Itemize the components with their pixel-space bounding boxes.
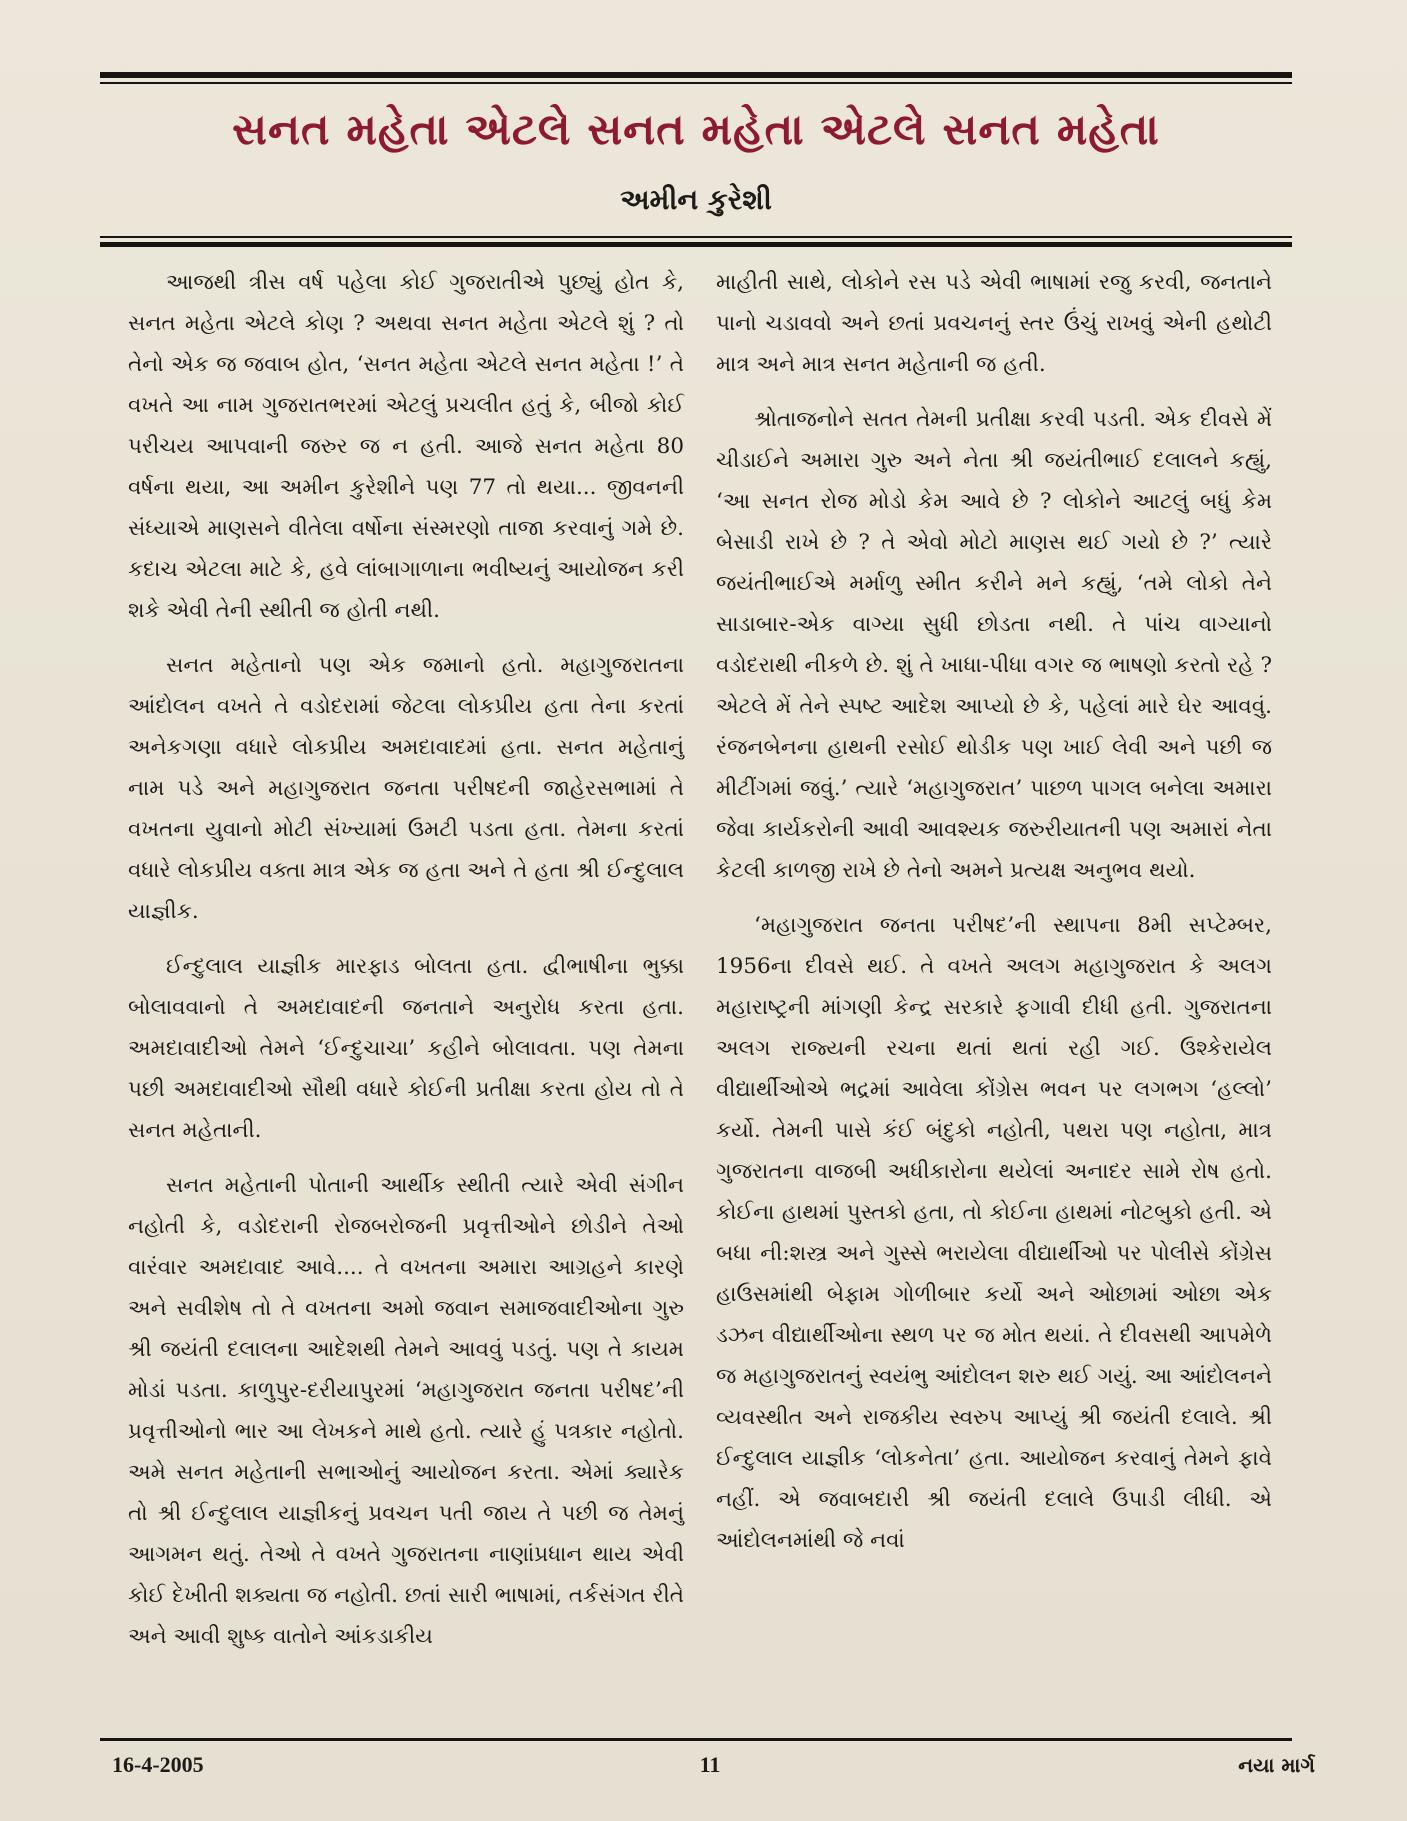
article-title: સનત મહેતા એટલે સનત મહેતા એટલે સનત મહેતા: [232, 105, 1160, 155]
top-rule-thick: [100, 72, 1292, 78]
right-column: [716, 262, 1272, 1575]
paragraph: આજથી ત્રીસ વર્ષ પહેલા કોઈ ગુજરાતીએ પુછ્યું હોત કે, સનત મહેતા એટલે કોણ ? અથવા સનત મહેતા એટલે શું ? તો તેનો એક જ જવાબ હોત, ‘સનત મહેતા એટલે સનત મહેતા !’ તે વખતે આ નામ ગુજરાતભરમાં એટલું પ્રચલીત હતું કે, બીજો કોઈ પરીચય આપવાની જરુર જ ન હતી. આજે સનત મહેતા 80 વર્ષના થયા, આ અમીન કુરેશીને પણ 77 તો થયા... જીવનની સંધ્યાએ માણસને વીતેલા વર્ષોના સંસ્મરણો તાજા કરવાનું ગમે છે. કદાચ એટલા માટે કે, હવે લાંબાગાળાના ભવીષ્યનું આયોજન કરી શકે એવી તેની સ્થીતી જ હોતી નથી.: [128, 270, 684, 623]
paragraph: ઈન્દુલાલ યાજ્ઞીક મારફાડ બોલતા હતા. દ્વીભાષીના ભુક્કા બોલાવવાનો તે અમદાવાદની જનતાને અનુરોધ કરતા હતા. અમદાવાદીઓ તેમને ‘ઈન્દુચાચા’ કહીને બોલાવતા. પણ તેમના પછી અમદાવાદીઓ સૌથી વધારે કોઈની પ્રતીક્ષા કરતા હોય તો તે સનત મહેતાની.: [128, 954, 684, 1143]
publication-name: નયા માર્ગ: [1238, 1753, 1315, 1777]
paragraph: સનત મહેતાનો પણ એક જમાનો હતો. મહાગુજરાતના આંદોલન વખતે તે વડોદરામાં જેટલા લોકપ્રીય હતા તેના કરતાં અનેકગણા વધારે લોકપ્રીય અમદાવાદમાં હતા. સનત મહેતાનું નામ પડે અને મહાગુજરાત જનતા પરીષદની જાહેરસભામાં તે વખતના યુવાનો મોટી સંખ્યામાં ઉમટી પડતા હતા. તેમના કરતાં વધારે લોકપ્રીય વક્તા માત્ર એક જ હતા અને તે હતા શ્રી ઈન્દુલાલ યાજ્ઞીક.: [128, 653, 684, 924]
header-rule-thick: [100, 242, 1292, 247]
paragraph: માહીતી સાથે, લોકોને રસ પડે એવી ભાષામાં રજુ કરવી, જનતાને પાનો ચડાવવો અને છતાં પ્રવચનનું સ્તર ઉંચું રાખવું એની હથોટી માત્ર અને માત્ર સનત મહેતાની જ હતી.: [716, 270, 1272, 377]
author-byline: અમીન કુરેશી: [620, 183, 772, 216]
issue-date: 16-4-2005: [112, 1752, 204, 1777]
paragraph: સનત મહેતાની પોતાની આર્થીક સ્થીતી ત્યારે એવી સંગીન નહોતી કે, વડોદરાની રોજબરોજની પ્રવૃત્તીઓને છોડીને તેઓ વારંવાર અમદાવાદ આવે.... તે વખતના અમારા આગ્રહને કારણે અને સવીશેષ તો તે વખતના અમો જવાન સમાજવાદીઓના ગુરુ શ્રી જયંતી દલાલના આદેશથી તેમને આવવું પડતું. પણ તે કાયમ મોડાં પડતા. કાળુપુર-દરીયાપુરમાં ‘મહાગુજરાત જનતા પરીષદ’ની પ્રવૃત્તીઓનો ભાર આ લેખકને માથે હતો. ત્યારે હું પત્રકાર નહોતો. અમે સનત મહેતાની સભાઓનું આયોજન કરતા. એમાં ક્યારેક તો શ્રી ઈન્દુલાલ યાજ્ઞીકનું પ્રવચન પતી જાય તે પછી જ તેમનું આગમન થતું. તેઓ તે વખતે ગુજરાતના નાણાંપ્રધાન થાય એવી કોઈ દેખીતી શક્યતા જ નહોતી. છતાં સારી ભાષામાં, તર્કસંગત રીતે અને આવી શુષ્ક વાતોને આંકડાકીય: [128, 1173, 684, 1649]
top-rule-thin: [100, 82, 1292, 84]
paragraph: ‘મહાગુજરાત જનતા પરીષદ’ની સ્થાપના 8મી સપ્ટેમ્બર, 1956ના દીવસે થઈ. તે વખતે અલગ મહાગુજરાત કે અલગ મહારાષ્ટ્રની માંગણી કેન્દ્ર સરકારે ફગાવી દીધી હતી. ગુજરાતના અલગ રાજ્યની રચના થતાં થતાં રહી ગઈ. ઉશ્કેરાયેલ વીદ્યાર્થીઓએ ભદ્રમાં આવેલા કોંગ્રેસ ભવન પર લગભગ ‘હલ્લો’ કર્યો. તેમની પાસે કંઈ બંદુકો નહોતી, પથરા પણ નહોતા, માત્ર ગુજરાતના વાજબી અધીકારોના થયેલાં અનાદર સામે રોષ હતો. કોઈના હાથમાં પુસ્તકો હતા, તો કોઈના હાથમાં નોટબુકો હતી. એ બધા ની:શસ્ત્ર અને ગુસ્સે ભરાયેલા વીદ્યાર્થીઓ પર પોલીસે કોંગ્રેસ હાઉસમાંથી બેફામ ગોળીબાર કર્યો અને ઓછામાં ઓછા એક ડઝન વીદ્યાર્થીઓના સ્થળ પર જ મોત થયાં. તે દીવસથી આપમેળે જ મહાગુજરાતનું સ્વયંભુ આંદોલન શરુ થઈ ગયું. આ આંદોલનને વ્યવસ્થીત અને રાજકીય સ્વરુપ આપ્યું શ્રી જયંતી દલાલે. શ્રી ઈન્દુલાલ યાજ્ઞીક ‘લોકનેતા’ હતા. આયોજન કરવાનું તેમને ફાવે નહીં. એ જવાબદારી શ્રી જયંતી દલાલે ઉપાડી લીધી. એ આંદોલનમાંથી જે નવાં: [716, 913, 1272, 1553]
header-rule-thin: [100, 236, 1292, 238]
footer-rule: [100, 1738, 1292, 1741]
left-column: [128, 262, 684, 1671]
paragraph: શ્રોતાજનોને સતત તેમની પ્રતીક્ષા કરવી પડતી. એક દીવસે મેં ચીડાઈને અમારા ગુરુ અને નેતા શ્રી જયંતીભાઈ દલાલને કહ્યું, ‘આ સનત રોજ મોડો કેમ આવે છે ? લોકોને આટલું બધું કેમ બેસાડી રાખે છે ? તે એવો મોટો માણસ થઈ ગયો છે ?’ ત્યારે જયંતીભાઈએ મર્માળુ સ્મીત કરીને મને કહ્યું, ‘તમે લોકો તેને સાડાબાર-એક વાગ્યા સુધી છોડતા નથી. તે પાંચ વાગ્યાનો વડોદરાથી નીકળે છે. શું તે ખાધા-પીધા વગર જ ભાષણો કરતો રહે ? એટલે મેં તેને સ્પષ્ટ આદેશ આપ્યો છે કે, પહેલાં મારે ઘેર આવવું. રંજનબેનના હાથની રસોઈ થોડીક પણ ખાઈ લેવી અને પછી જ મીટીંગમાં જવું.’ ત્યારે ‘મહાગુજરાત’ પાછળ પાગલ બનેલા અમારા જેવા કાર્યકરોની આવી આવશ્યક જરુરીયાતની પણ અમારાં નેતા કેટલી કાળજી રાખે છે તેનો અમને પ્રત્યક્ષ અનુભવ થયો.: [716, 407, 1272, 883]
page-number: 11: [699, 1752, 721, 1777]
